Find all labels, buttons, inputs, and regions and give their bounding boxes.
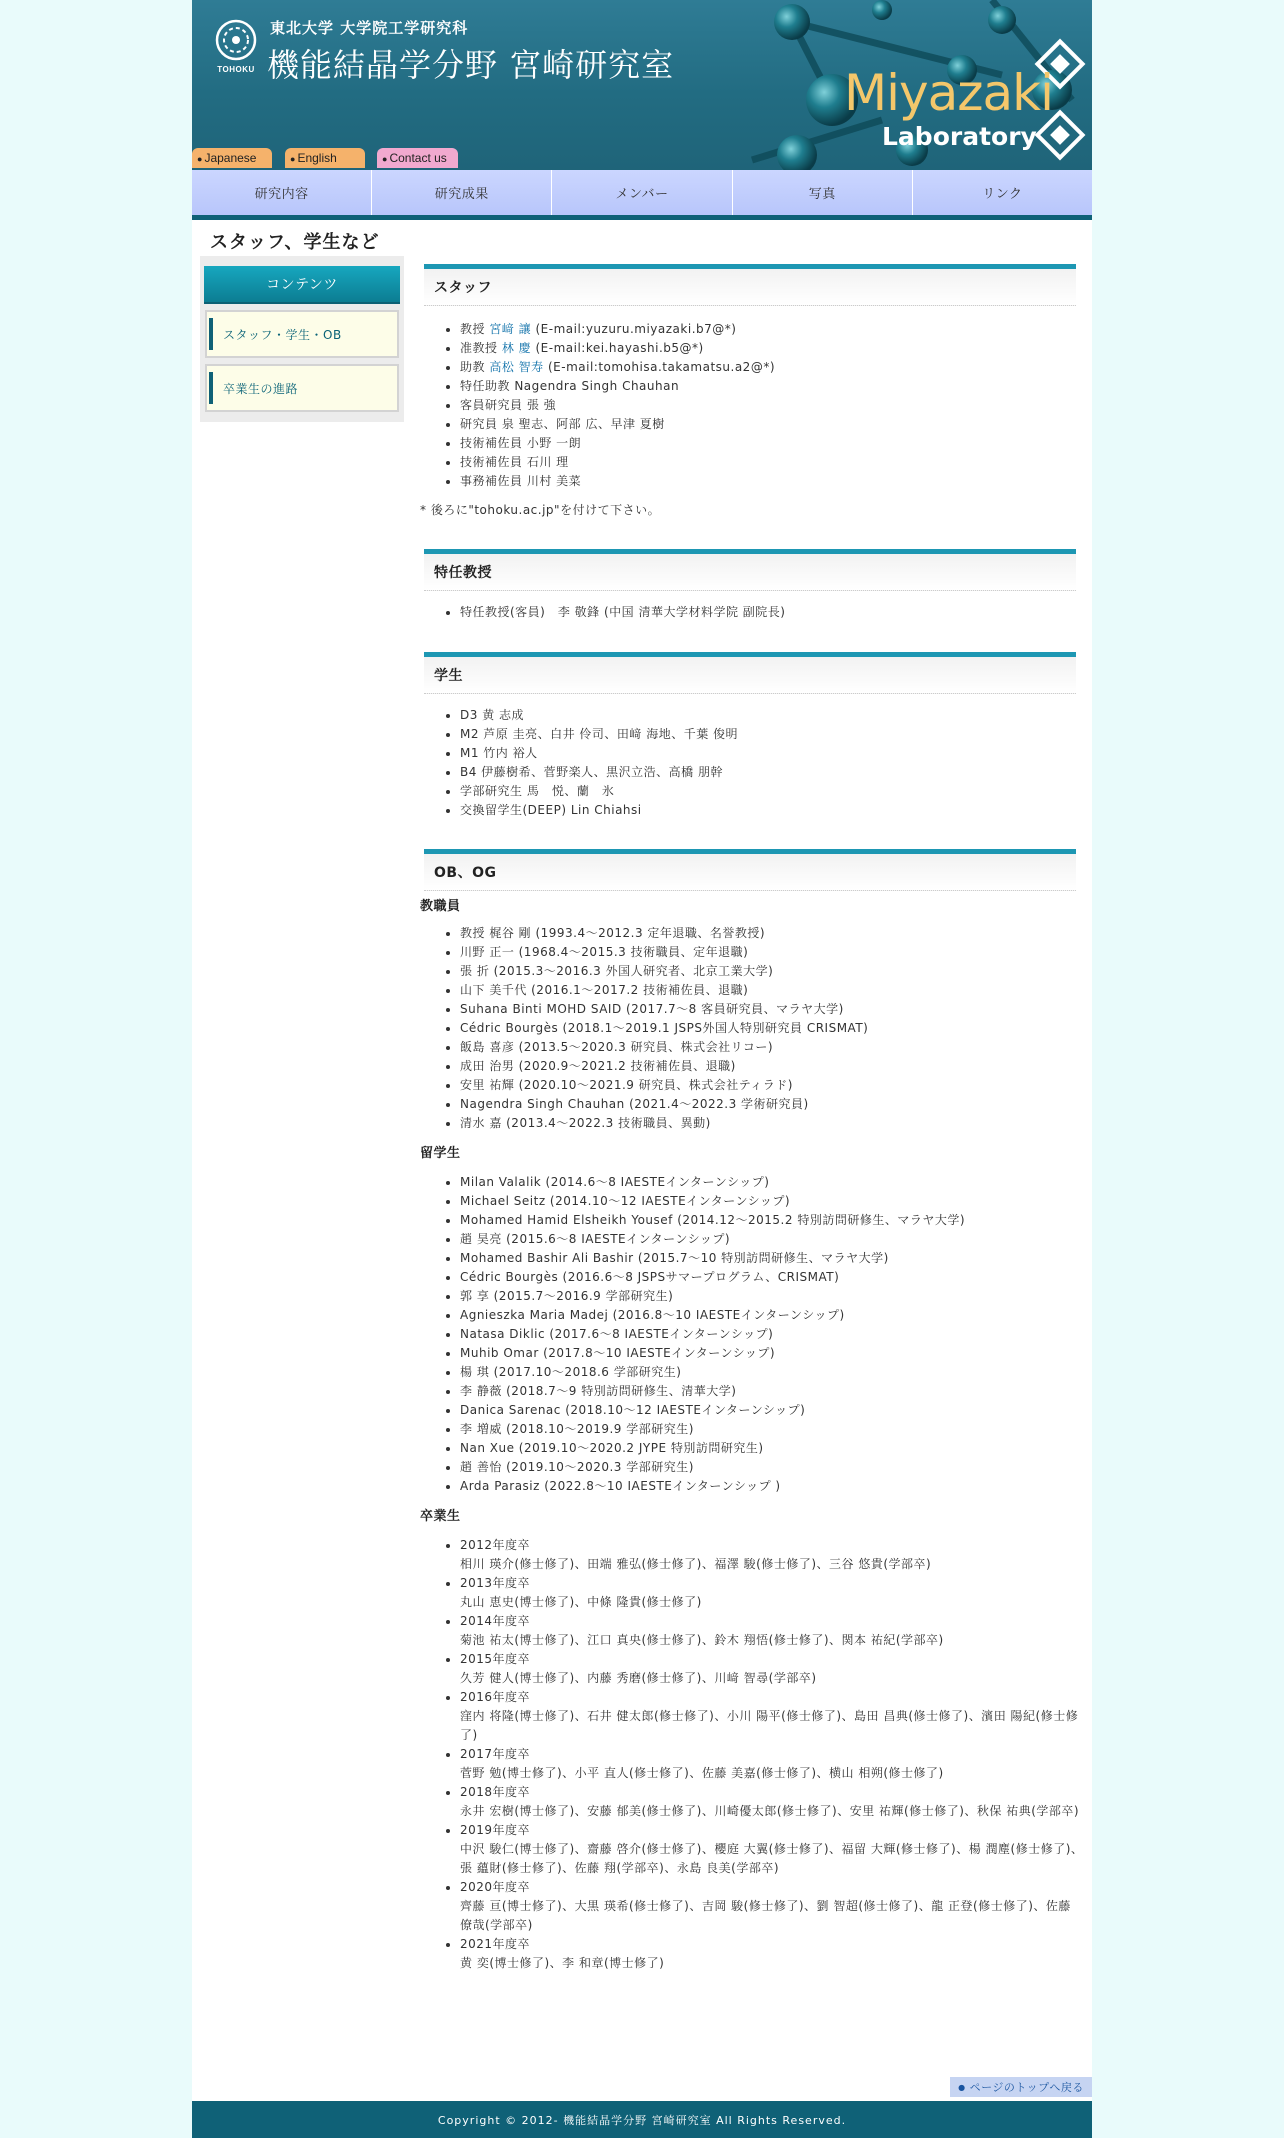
alumni-grads-list [420, 1536, 1084, 1973]
list-item: • 2017年度卒 菅野 勉(博士修了)、小平 直人(修士修了)、佐藤 美嘉(修士修了)、横山 相朔(修士修了) [460, 1745, 1084, 1783]
staff-link[interactable]: 林 慶 [501, 341, 532, 355]
back-to-top-link[interactable]: ● ページのトップへ戻る [950, 2077, 1092, 2097]
nav-research[interactable]: 研究内容 [192, 170, 372, 215]
nav-results[interactable]: 研究成果 [372, 170, 552, 215]
list-item: • 交換留学生(DEEP) Lin Chiahsi [460, 801, 1084, 820]
list-item: • 技術補佐員 石川 理 [460, 453, 1084, 472]
special-list [420, 603, 1084, 622]
list-item: • 特任教授(客員) 李 敬鋒 (中国 清華大学材料学院 副院長) [460, 603, 1084, 622]
alumni-intl-heading: 留学生 [420, 1146, 461, 1161]
students-list [420, 706, 1084, 820]
sidebar-item-careers[interactable]: 卒業生の進路 [205, 364, 399, 412]
sidebar-title: コンテンツ [204, 266, 400, 304]
list-item: • 2016年度卒 窪内 将隆(博士修了)、石井 健太郎(修士修了)、小川 陽平(修士修了)、島田 昌典(修士修了)、濱田 陽紀(修士修了) [460, 1688, 1084, 1745]
nav-members[interactable]: メンバー [552, 170, 732, 215]
section-title-staff: スタッフ [424, 264, 1076, 306]
list-item: • 教授 梶谷 剛 (1993.4～2012.3 定年退職、名誉教授) [460, 924, 1084, 943]
email-note: * 後ろに"tohoku.ac.jp"を付けて下さい。 [420, 503, 661, 517]
main-nav [192, 170, 1092, 220]
list-item: • 飯島 喜彦 (2013.5～2020.3 研究員、株式会社リコー) [460, 1038, 1084, 1057]
list-item: • 李 静薇 (2018.7～9 特別訪問研修生、清華大学) [460, 1382, 1084, 1401]
list-item: • Agnieszka Maria Madej (2016.8～10 IAESTEインターンシップ) [460, 1306, 1084, 1325]
list-item: • 学部研究生 馬 悦、蘭 氷 [460, 782, 1084, 801]
site-title: 機能結晶学分野 宮崎研究室 [267, 46, 675, 84]
list-item: • 2012年度卒 相川 瑛介(修士修了)、田端 雅弘(修士修了)、福澤 駿(修士修了)、三谷 悠貴(学部卒) [460, 1536, 1084, 1574]
bullet-icon: ● [958, 2082, 966, 2092]
alumni-faculty-heading: 教職員 [420, 899, 461, 914]
list-item: • Nan Xue (2019.10～2020.2 JYPE 特別訪問研究生) [460, 1439, 1084, 1458]
bullet-icon: ● [290, 154, 296, 164]
list-item: • 山下 美千代 (2016.1～2017.2 技術補佐員、退職) [460, 981, 1084, 1000]
section-title-students: 学生 [424, 652, 1076, 694]
list-item: • D3 黄 志成 [460, 706, 1084, 725]
list-item: • 李 増威 (2018.10～2019.9 学部研究生) [460, 1420, 1084, 1439]
bullet-icon: ● [382, 154, 388, 164]
svg-text:TOHOKU: TOHOKU [217, 65, 255, 74]
list-item: • 2014年度卒 菊池 祐太(博士修了)、江口 真央(修士修了)、鈴木 翔悟(修士修了)、関本 祐紀(学部卒) [460, 1612, 1084, 1650]
list-item: • Michael Seitz (2014.10～12 IAESTEインターンシップ) [460, 1192, 1084, 1211]
list-item: • Natasa Diklic (2017.6～8 IAESTEインターンシップ) [460, 1325, 1084, 1344]
list-item: • Cédric Bourgès (2018.1～2019.1 JSPS外国人特別研究員 CRISMAT) [460, 1019, 1084, 1038]
list-item: • 准教授 林 慶 (E-mail:kei.hayashi.b5@*) [460, 339, 1084, 358]
main-content [420, 256, 1084, 1973]
sidebar-item-staff[interactable]: スタッフ・学生・OB [205, 310, 399, 358]
list-item: • M1 竹内 裕人 [460, 744, 1084, 763]
page-title: スタッフ、学生など [210, 232, 380, 253]
japanese-button[interactable]: ● Japanese [192, 148, 272, 168]
list-item: • 郭 享 (2015.7～2016.9 学部研究生) [460, 1287, 1084, 1306]
alumni-faculty-list [420, 924, 1084, 1133]
list-item: • 趙 善怡 (2019.10～2020.3 学部研究生) [460, 1458, 1084, 1477]
list-item: • 2019年度卒 中沢 駿仁(博士修了)、齋藤 啓介(修士修了)、櫻庭 大翼(修士修了)、福留 大輝(修士修了)、楊 潤塵(修士修了)、張 蘊財(修士修了)、佐藤 翔(学部卒)、永島 良美(学部卒) [460, 1821, 1084, 1878]
english-button[interactable]: ● English [285, 148, 365, 168]
list-item: • 安里 祐輝 (2020.10～2021.9 研究員、株式会社ティラド) [460, 1076, 1084, 1095]
alumni-intl-list [420, 1173, 1084, 1496]
list-item: • B4 伊藤樹希、菅野楽人、黒沢立浩、高橋 朋幹 [460, 763, 1084, 782]
list-item: • 成田 治男 (2020.9～2021.2 技術補佐員、退職) [460, 1057, 1084, 1076]
list-item: • 2015年度卒 久芳 健人(博士修了)、内藤 秀磨(修士修了)、川﨑 智尋(学部卒) [460, 1650, 1084, 1688]
page [192, 0, 1092, 2138]
nav-links[interactable]: リンク [982, 187, 1023, 202]
staff-link[interactable]: 高松 智寿 [489, 360, 544, 374]
list-item: • Danica Sarenac (2018.10～12 IAESTEインターンシップ) [460, 1401, 1084, 1420]
list-item: • 2021年度卒 黄 奕(博士修了)、李 和章(博士修了) [460, 1935, 1084, 1973]
list-item: • 2020年度卒 齊藤 亘(博士修了)、大黒 瑛希(修士修了)、吉岡 駿(修士修了)、劉 智超(修士修了)、龍 正登(修士修了)、佐藤 僚哉(学部卒) [460, 1878, 1084, 1935]
bullet-icon: ● [197, 154, 203, 164]
list-item: • Mohamed Hamid Elsheikh Yousef (2014.12～2015.2 特別訪問研修生、マラヤ大学) [460, 1211, 1084, 1230]
list-item: • Arda Parasiz (2022.8～10 IAESTEインターンシップ ) [460, 1477, 1084, 1496]
tohoku-university-logo-icon [214, 18, 258, 80]
list-item: • Muhib Omar (2017.8～10 IAESTEインターンシップ) [460, 1344, 1084, 1363]
section-title-alumni: OB、OG [424, 849, 1076, 891]
header-subtitle: 東北大学 大学院工学研究科 [270, 19, 469, 37]
list-item: • 楊 琪 (2017.10～2018.6 学部研究生) [460, 1363, 1084, 1382]
list-item: • 張 折 (2015.3～2016.3 外国人研究者、北京工業大学) [460, 962, 1084, 981]
footer-copyright: Copyright © 2012- 機能結晶学分野 宮崎研究室 All Rights Reserved. [192, 2101, 1092, 2138]
brand-laboratory: Laboratory [882, 122, 1037, 151]
brand-miyazaki: Miyazaki [844, 64, 1053, 122]
list-item: • Suhana Binti MOHD SAID (2017.7～8 客員研究員、マラヤ大学) [460, 1000, 1084, 1019]
section-title-special: 特任教授 [424, 549, 1076, 591]
list-item: • 趙 昊亮 (2015.6～8 IAESTEインターンシップ) [460, 1230, 1084, 1249]
list-item: • 技術補佐員 小野 一朗 [460, 434, 1084, 453]
list-item: • Cédric Bourgès (2016.6～8 JSPSサマープログラム、CRISMAT) [460, 1268, 1084, 1287]
sidebar [200, 256, 404, 422]
nav-photos[interactable]: 写真 [733, 170, 913, 215]
list-item: • Mohamed Bashir Ali Bashir (2015.7～10 特別訪問研修生、マラヤ大学) [460, 1249, 1084, 1268]
list-item: • Nagendra Singh Chauhan (2021.4～2022.3 学術研究員) [460, 1095, 1084, 1114]
list-item: • Milan Valalik (2014.6～8 IAESTEインターンシップ) [460, 1173, 1084, 1192]
list-item: • 2018年度卒 永井 宏樹(博士修了)、安藤 郁美(修士修了)、川崎優太郎(修士修了)、安里 祐輝(修士修了)、秋保 祐典(学部卒) [460, 1783, 1084, 1821]
list-item: • 客員研究員 張 強 [460, 396, 1084, 415]
staff-link[interactable]: 宮﨑 讓 [489, 322, 532, 336]
list-item: • 教授 宮﨑 讓 (E-mail:yuzuru.miyazaki.b7@*) [460, 320, 1084, 339]
site-header [192, 0, 1092, 170]
list-item: • 研究員 泉 聖志、阿部 広、早津 夏樹 [460, 415, 1084, 434]
list-item: • M2 芦原 圭亮、白井 伶司、田﨑 海地、千葉 俊明 [460, 725, 1084, 744]
staff-list [420, 320, 1084, 491]
list-item: • 2013年度卒 丸山 恵史(博士修了)、中條 隆貴(修士修了) [460, 1574, 1084, 1612]
alumni-grads-heading: 卒業生 [420, 1509, 461, 1524]
contact-us-button[interactable]: ● Contact us [377, 148, 458, 168]
list-item: • 特任助教 Nagendra Singh Chauhan [460, 377, 1084, 396]
list-item: • 川野 正一 (1968.4～2015.3 技術職員、定年退職) [460, 943, 1084, 962]
list-item: • 助教 高松 智寿 (E-mail:tomohisa.takamatsu.a2@*) [460, 358, 1084, 377]
list-item: • 清水 嘉 (2013.4～2022.3 技術職員、異動) [460, 1114, 1084, 1133]
list-item: • 事務補佐員 川村 美菜 [460, 472, 1084, 491]
